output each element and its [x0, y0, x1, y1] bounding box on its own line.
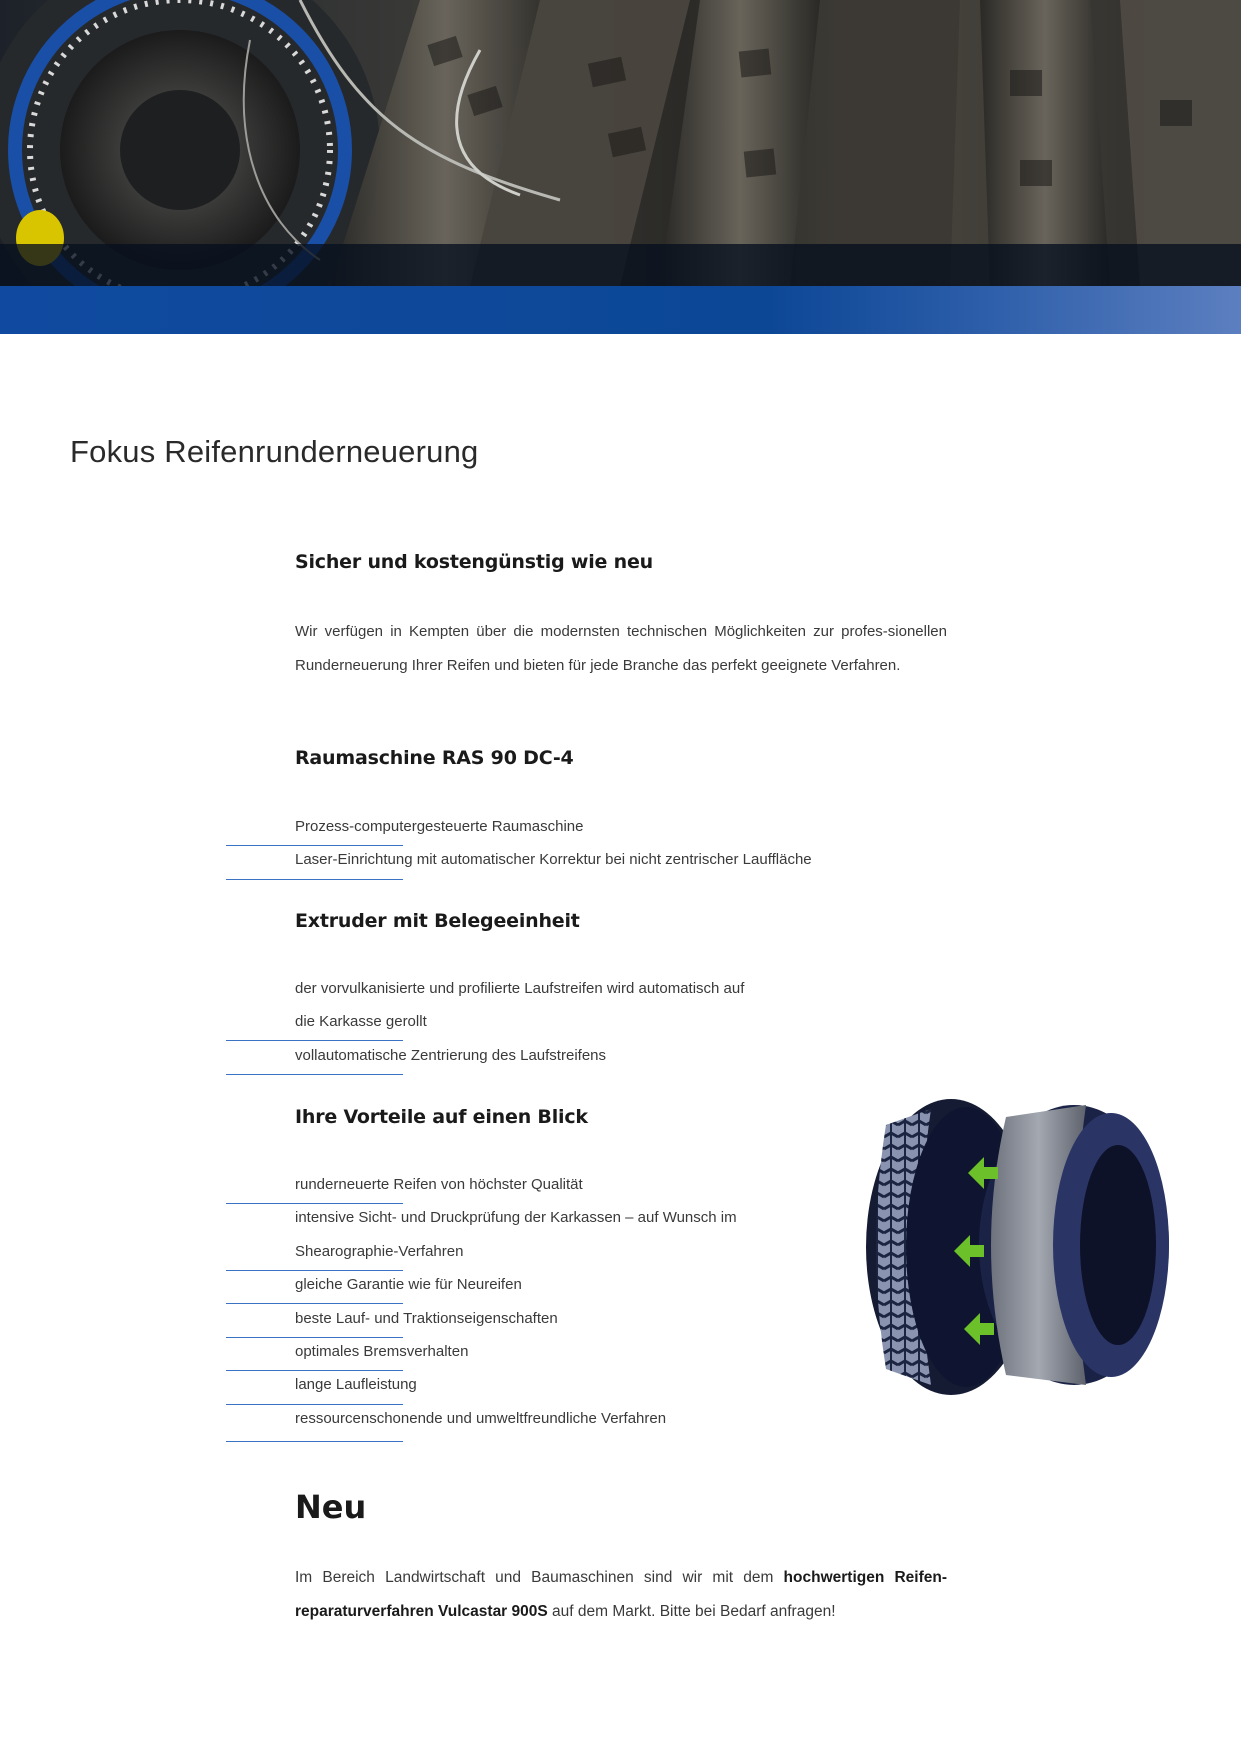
list-item: beste Lauf- und Traktionseigenschaften	[295, 1310, 558, 1327]
list-item: Prozess-computergesteuerte Raumaschine	[295, 818, 584, 835]
item-rule	[226, 1441, 403, 1442]
list-item: lange Laufleistung	[295, 1376, 417, 1393]
section-heading-vorteile: Ihre Vorteile auf einen Blick	[295, 1106, 588, 1128]
list-item: intensive Sicht- und Druckprüfung der Karkassen – auf Wunsch im	[295, 1209, 737, 1226]
list-item: gleiche Garantie wie für Neureifen	[295, 1276, 522, 1293]
tire-retread-illustration	[856, 1095, 1176, 1400]
neu-text-bold: hochwertigen Reifen-reparaturverfahren Vulcastar 900S	[295, 1569, 947, 1620]
item-rule	[226, 845, 403, 846]
list-item: ressourcenschonende und umweltfreundliche Verfahren	[295, 1410, 667, 1427]
item-rule	[226, 1370, 403, 1371]
list-item: der vorvulkanisierte und profilierte Laufstreifen wird automatisch auf	[295, 980, 745, 997]
list-item: die Karkasse gerollt	[295, 1013, 427, 1030]
item-rule	[226, 1270, 403, 1271]
neu-heading: Neu	[295, 1488, 367, 1526]
item-rule	[226, 1303, 403, 1304]
header-blue-band	[0, 286, 1241, 334]
item-rule	[226, 1203, 403, 1204]
item-rule	[226, 1337, 403, 1338]
list-item: vollautomatische Zentrierung des Laufstreifens	[295, 1047, 607, 1064]
neu-text-after: auf dem Markt. Bitte bei Bedarf anfragen!	[547, 1602, 836, 1620]
list-item: Shearographie-Verfahren	[295, 1243, 464, 1260]
page-title: Fokus Reifenrunderneuerung	[70, 434, 479, 469]
section-heading-sicher: Sicher und kostengünstig wie neu	[295, 551, 653, 573]
section-heading-raumaschine: Raumaschine RAS 90 DC-4	[295, 747, 574, 769]
header-dark-strip	[0, 244, 1241, 286]
list-item: Laser-Einrichtung mit automatischer Korrektur bei nicht zentrischer Lauffläche	[295, 851, 812, 868]
list-item: optimales Bremsverhalten	[295, 1343, 469, 1360]
list-item: runderneuerte Reifen von höchster Qualität	[295, 1176, 583, 1193]
item-rule	[226, 879, 403, 880]
header-photo	[0, 0, 1241, 286]
section-heading-extruder: Extruder mit Belegeeinheit	[295, 910, 580, 932]
item-rule	[226, 1404, 403, 1405]
intro-paragraph: Wir verfügen in Kempten über die modernsten technischen Möglichkeiten zur profes-sionellen Runderneuerung Ihrer Reifen und bieten für jede Branche das perfekt geeignete Verfahren.	[295, 623, 947, 674]
item-rule	[226, 1074, 403, 1075]
item-rule	[226, 1040, 403, 1041]
neu-text-before: Im Bereich Landwirtschaft und Baumaschinen sind wir mit dem	[295, 1569, 784, 1586]
neu-paragraph	[295, 1561, 947, 1628]
